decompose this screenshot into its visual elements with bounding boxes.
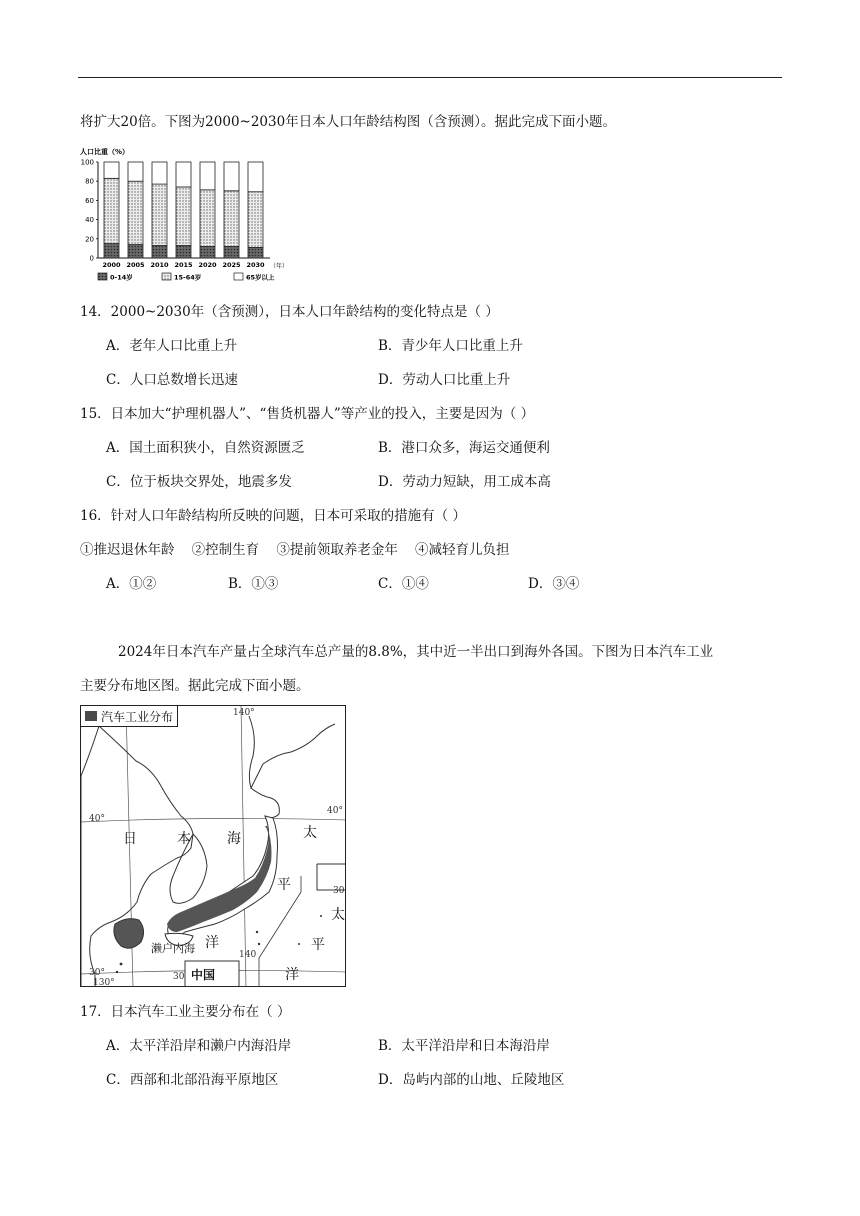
legend-label-2: 65岁以上 <box>246 273 275 282</box>
q15-option-c[interactable]: C．位于板块交界处，地震多发 <box>106 474 292 490</box>
chart-ylabel: 人口比重（%） <box>80 148 130 156</box>
header-rule <box>78 77 782 78</box>
pacific-label-yang2: 洋 <box>285 967 299 983</box>
lat-30-right-label: 30 <box>333 886 345 896</box>
bar-segment-2015-0 <box>176 246 191 258</box>
q15-stem: 15．日本加大“护理机器人”、“售货机器人”等产业的投入，主要是因为（ ） <box>80 406 535 422</box>
q17-option-b[interactable]: B．太平洋沿岸和日本海沿岸 <box>378 1038 550 1054</box>
x-tick-label: 2030 <box>246 261 265 269</box>
bar-segment-2005-2 <box>128 162 143 181</box>
bar-segment-2000-2 <box>104 162 119 178</box>
x-tick-label: 2010 <box>150 261 169 269</box>
sea-label-ri: 日 <box>123 831 137 847</box>
y-tick-label: 60 <box>85 196 94 205</box>
sea-label-hai: 海 <box>227 831 241 847</box>
bar-segment-2020-0 <box>200 246 215 258</box>
q14-option-d[interactable]: D．劳动人口比重上升 <box>378 372 511 388</box>
passage2-line1: 2024年日本汽车产量占全球汽车总产量的8.8%，其中近一半出口到海外各国。下图为日本汽车工业 <box>118 644 714 660</box>
lon-140-label: 140° <box>233 708 255 718</box>
q16-stem: 16．针对人口年龄结构所反映的问题，日本可采取的措施有（ ） <box>80 508 466 524</box>
y-tick-label: 0 <box>89 254 94 263</box>
pacific-label-yang: 洋 <box>205 935 219 951</box>
q15-option-d[interactable]: D．劳动力短缺，用工成本高 <box>378 474 551 490</box>
pacific-label-tai2: 太 <box>331 907 345 923</box>
y-tick-label: 80 <box>85 177 94 186</box>
pacific-label-ping2: 平 <box>311 937 325 953</box>
bar-segment-2015-2 <box>176 162 191 187</box>
q14-option-a[interactable]: A．老年人口比重上升 <box>106 338 238 354</box>
chart-xlabel: （年） <box>270 263 289 270</box>
bar-segment-2010-1 <box>152 184 167 245</box>
china-label: 中国 <box>191 968 216 982</box>
bar-segment-2030-2 <box>248 162 263 192</box>
q16-option-d[interactable]: D．③④ <box>528 576 580 592</box>
legend-swatch-0 <box>98 273 107 280</box>
bar-segment-2005-1 <box>128 181 143 244</box>
q16-option-a[interactable]: A．①② <box>106 576 157 592</box>
bar-segment-2025-2 <box>224 162 239 191</box>
bar-segment-2015-1 <box>176 187 191 246</box>
bar-segment-2000-1 <box>104 178 119 243</box>
bar-segment-2025-1 <box>224 191 239 247</box>
q14-option-b[interactable]: B．青少年人口比重上升 <box>378 338 523 354</box>
q16-option-c[interactable]: C．①④ <box>378 576 429 592</box>
pacific-label-tai: 太 <box>303 825 317 841</box>
pacific-label-ping: 平 <box>277 877 291 893</box>
q17-stem: 17．日本汽车工业主要分布在（ ） <box>80 1004 291 1020</box>
legend-swatch-1 <box>162 273 171 280</box>
population-age-structure-chart <box>80 146 290 284</box>
bar-segment-2005-0 <box>128 245 143 258</box>
lat-30-label: 30° <box>89 968 105 978</box>
legend-swatch <box>85 711 97 721</box>
bar-segment-2030-0 <box>248 247 263 258</box>
lon-140b-label: 140 <box>239 950 257 960</box>
bar-segment-2010-2 <box>152 162 167 184</box>
sea-label-ben: 本 <box>177 831 191 847</box>
bar-segment-2020-2 <box>200 162 215 190</box>
x-tick-label: 2000 <box>102 261 121 269</box>
q16-choices: ①推迟退休年龄 ②控制生育 ③提前领取养老金年 ④减轻育儿负担 <box>80 542 510 558</box>
y-tick-label: 20 <box>85 235 94 244</box>
q14-option-c[interactable]: C．人口总数增长迅速 <box>106 372 238 388</box>
x-tick-label: 2025 <box>222 261 241 269</box>
map-legend <box>81 706 178 727</box>
setonaikai-label: 濑户内海 <box>151 942 195 955</box>
legend-label-0: 0-14岁 <box>110 273 133 282</box>
x-tick-label: 2005 <box>126 261 145 269</box>
lat-40-right-label: 40° <box>327 806 343 816</box>
q15-option-b[interactable]: B．港口众多，海运交通便利 <box>378 440 550 456</box>
passage2-line2: 主要分布地区图。据此完成下面小题。 <box>80 678 310 694</box>
q16-option-b[interactable]: B．①③ <box>228 576 279 592</box>
bar-segment-2000-0 <box>104 244 119 258</box>
lon-130-label: 130° <box>93 978 115 987</box>
q17-option-c[interactable]: C．西部和北部沿海平原地区 <box>106 1072 279 1088</box>
x-tick-label: 2020 <box>198 261 217 269</box>
q14-stem: 14．2000~2030年（含预测），日本人口年龄结构的变化特点是（ ） <box>80 304 499 320</box>
lat-30b-label: 30 <box>173 972 185 982</box>
y-tick-label: 40 <box>85 216 94 225</box>
legend-swatch-2 <box>234 273 243 280</box>
lat-40-label: 40° <box>89 814 105 824</box>
x-tick-label: 2015 <box>174 261 193 269</box>
legend-label-1: 15-64岁 <box>174 273 202 282</box>
bar-segment-2020-1 <box>200 190 215 247</box>
japan-automobile-industry-map <box>80 705 346 987</box>
intro-text: 将扩大20倍。下图为2000~2030年日本人口年龄结构图（含预测）。据此完成下面小题。 <box>80 114 616 130</box>
bar-segment-2030-1 <box>248 192 263 248</box>
y-tick-label: 100 <box>80 158 94 167</box>
q17-option-a[interactable]: A．太平洋沿岸和濑户内海沿岸 <box>106 1038 292 1054</box>
q17-option-d[interactable]: D．岛屿内部的山地、丘陵地区 <box>378 1072 565 1088</box>
legend-label: 汽车工业分布 <box>101 709 174 724</box>
q15-option-a[interactable]: A．国土面积狭小，自然资源匮乏 <box>106 440 305 456</box>
bar-segment-2010-0 <box>152 246 167 258</box>
bar-segment-2025-0 <box>224 246 239 258</box>
